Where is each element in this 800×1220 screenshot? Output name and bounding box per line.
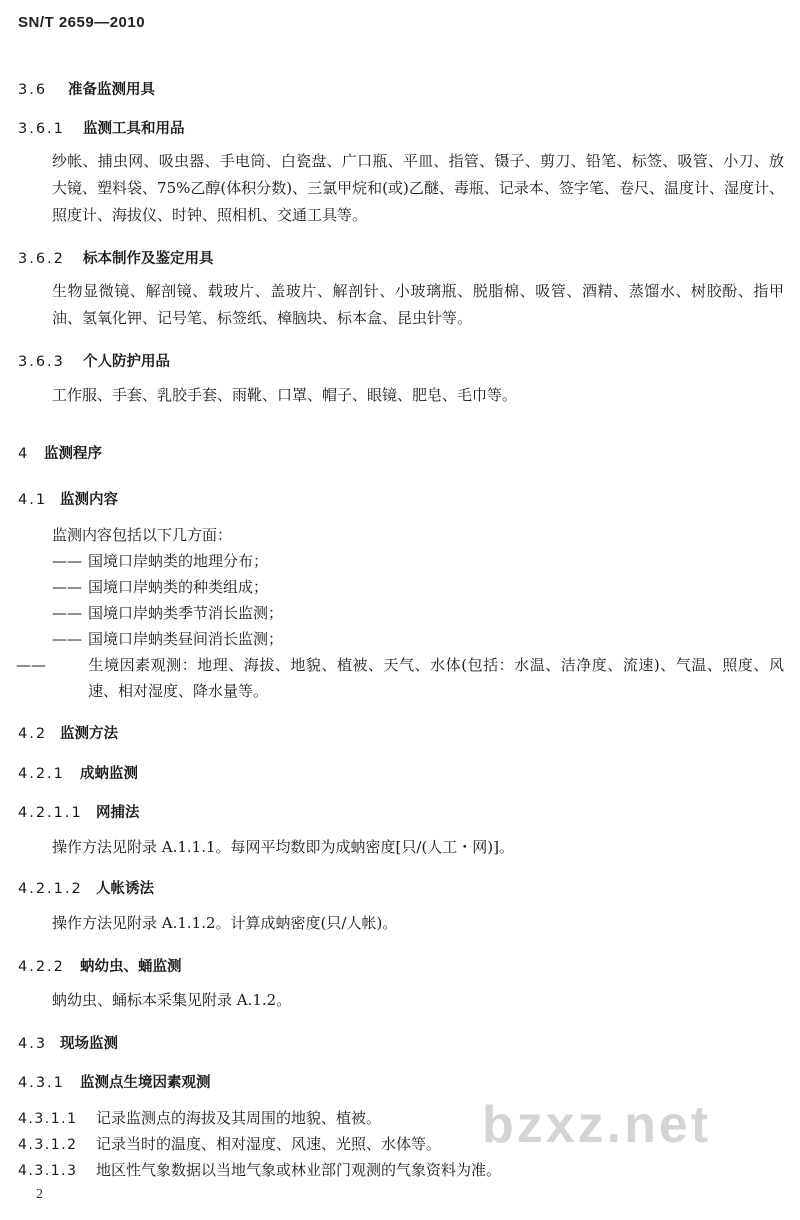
page-number: 2	[36, 1187, 43, 1202]
list-item	[16, 652, 784, 704]
paragraph-larva-pupa: 蚋幼虫、蛹标本采集见附录 A.1.2。	[52, 991, 292, 1009]
heading-4-2	[18, 722, 118, 743]
list-item	[52, 548, 784, 574]
heading-number: 4	[18, 446, 30, 462]
list-item	[52, 574, 784, 600]
dash-marker: ——	[52, 552, 82, 570]
dash-marker: ——	[16, 656, 46, 674]
paragraph-protective-gear: 工作服、手套、乳胶手套、雨靴、口罩、帽子、眼镜、肥皂、毛巾等。	[52, 386, 518, 404]
heading-number: 4.1	[18, 492, 48, 508]
clause-text: 记录监测点的海拔及其周围的地貌、植被。	[96, 1109, 382, 1127]
watermark: bzxz.net	[482, 1096, 712, 1154]
list-item-text: 国境口岸蚋类昼间消长监测；	[88, 630, 284, 648]
list-item	[52, 626, 784, 652]
heading-4-2-1	[18, 762, 138, 783]
heading-4-2-1-2	[18, 877, 154, 898]
heading-number: 4.2.1.1	[18, 805, 83, 821]
numbered-clause	[18, 1107, 381, 1128]
clause-number: 4.3.1.1	[18, 1111, 78, 1127]
heading-title: 监测工具和用品	[83, 121, 185, 137]
heading-number: 3.6	[18, 82, 48, 98]
heading-title: 蚋幼虫、蛹监测	[80, 959, 182, 975]
heading-title: 监测方法	[60, 726, 118, 742]
heading-title: 监测点生境因素观测	[80, 1075, 211, 1091]
dash-marker: ——	[52, 604, 82, 622]
paragraph-specimen-tools: 生物显微镜、解剖镜、载玻片、盖玻片、解剖针、小玻璃瓶、脱脂棉、吸管、酒精、蒸馏水、树胶酚、指甲油、氢氧化钾、记号笔、标签纸、樟脑块、标本盒、昆虫针等。	[52, 282, 784, 327]
monitoring-intro: 监测内容包括以下几方面：	[52, 526, 233, 544]
clause-number: 4.3.1.3	[18, 1163, 78, 1179]
dash-marker: ——	[52, 578, 82, 596]
heading-number: 3.6.2	[18, 251, 65, 267]
heading-4	[18, 442, 102, 463]
heading-number: 4.2.1	[18, 766, 65, 782]
paragraph-net-capture: 操作方法见附录 A.1.1.1。每网平均数即为成蚋密度[只/(人工・网)]。	[52, 838, 514, 856]
heading-number: 3.6.3	[18, 354, 65, 370]
heading-number: 4.2.1.2	[18, 881, 83, 897]
heading-title: 标本制作及鉴定用具	[83, 251, 214, 267]
heading-title: 成蚋监测	[80, 766, 138, 782]
heading-title: 人帐诱法	[96, 881, 154, 897]
dash-marker: ——	[52, 630, 82, 648]
standard-code-header: SN/T 2659—2010	[18, 14, 146, 31]
heading-title: 监测程序	[44, 446, 102, 462]
list-item-text: 国境口岸蚋类的种类组成；	[88, 578, 269, 596]
heading-4-1	[18, 488, 118, 509]
heading-title: 个人防护用品	[83, 354, 170, 370]
heading-3-6-3	[18, 350, 170, 371]
list-item-text: 国境口岸蚋类的地理分布；	[88, 552, 269, 570]
heading-title: 现场监测	[60, 1036, 118, 1052]
heading-4-2-1-1	[18, 801, 140, 822]
heading-3-6	[18, 78, 155, 99]
list-item-text: 国境口岸蚋类季节消长监测；	[88, 604, 284, 622]
list-item	[52, 600, 784, 626]
heading-number: 3.6.1	[18, 121, 65, 137]
heading-number: 4.2.2	[18, 959, 65, 975]
heading-4-3	[18, 1032, 118, 1053]
heading-title: 监测内容	[60, 492, 118, 508]
paragraph-tools: 纱帐、捕虫网、吸虫器、手电筒、白瓷盘、广口瓶、平皿、指管、镊子、剪刀、铅笔、标签、吸管、小刀、放大镜、塑料袋、75%乙醇(体积分数)、三氯甲烷和(或)乙醚、毒瓶、记录本、签字笔、卷尺、温度计、湿度计、照度计、海拔仪、时钟、照相机、交通工具等。	[52, 152, 784, 224]
heading-number: 4.3	[18, 1036, 48, 1052]
heading-number: 4.2	[18, 726, 48, 742]
heading-3-6-1	[18, 117, 185, 138]
paragraph-human-bait: 操作方法见附录 A.1.1.2。计算成蚋密度(只/人帐)。	[52, 914, 398, 932]
heading-3-6-2	[18, 247, 214, 268]
heading-title: 网捕法	[96, 805, 140, 821]
heading-4-2-2	[18, 955, 182, 976]
clause-number: 4.3.1.2	[18, 1137, 78, 1153]
clause-text: 地区性气象数据以当地气象或林业部门观测的气象资料为准。	[96, 1161, 502, 1179]
heading-title: 准备监测用具	[68, 82, 155, 98]
list-item-text: 生境因素观测：地理、海拔、地貌、植被、天气、水体(包括：水温、洁净度、流速)、气温、照度、风速、相对湿度、降水量等。	[88, 656, 784, 700]
numbered-clause	[18, 1133, 441, 1154]
heading-number: 4.3.1	[18, 1075, 65, 1091]
heading-4-3-1	[18, 1071, 211, 1092]
clause-text: 记录当时的温度、相对湿度、风速、光照、水体等。	[96, 1135, 442, 1153]
numbered-clause	[18, 1159, 501, 1180]
